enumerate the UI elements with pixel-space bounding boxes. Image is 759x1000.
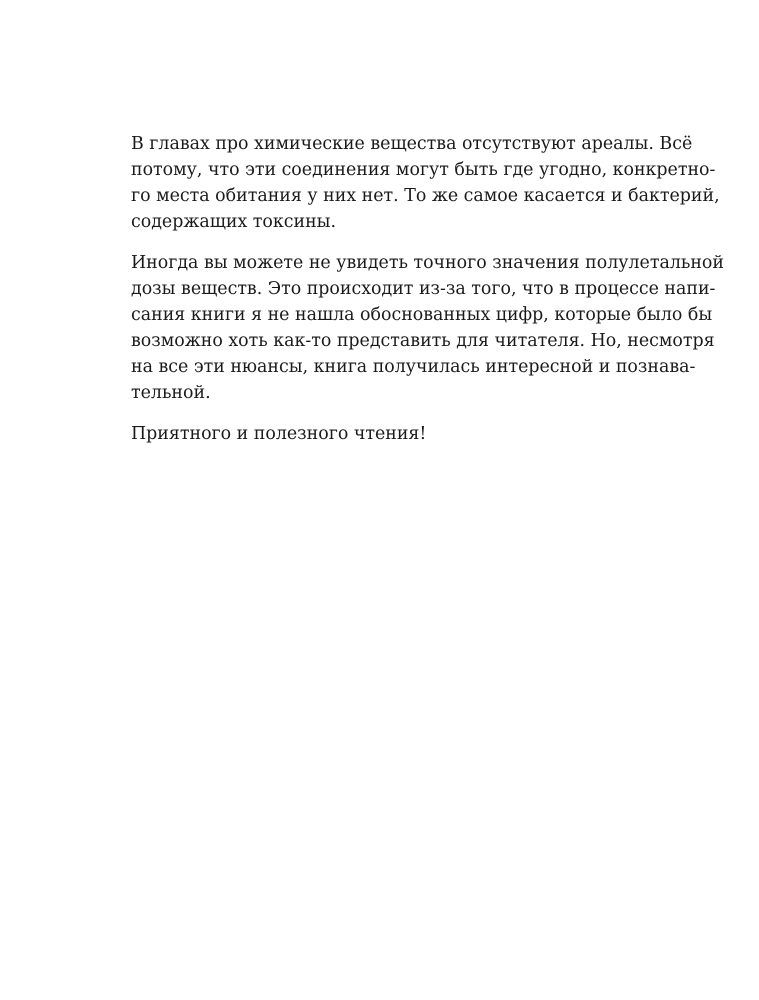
paragraph-lethal-dose [131,250,724,406]
text-line: дозы веществ. Это происходит из-за того, что в процессе напи- [131,279,716,299]
text-line: Приятного и полезного чтения! [131,424,427,444]
text-line: потому, что эти соединения могут быть где угодно, конкретно- [131,160,716,180]
paragraph-areas [131,131,720,235]
text-line: го места обитания у них нет. То же самое касается и бактерий, [131,186,720,206]
text-line: возможно хоть как-то представить для читателя. Но, несмотря [131,331,715,351]
text-line: В главах про химические вещества отсутствуют ареалы. Всё [131,134,693,154]
text-line: содержащих токсины. [131,212,337,232]
paragraph-closing [131,421,649,447]
body-text [131,131,724,462]
text-line: на все эти нюансы, книга получилась интересной и познава- [131,357,696,377]
text-line: сания книги я не нашла обоснованных цифр, которые было бы [131,305,713,325]
text-line: Иногда вы можете не увидеть точного значения полулетальной [131,253,724,273]
text-line: тельной. [131,383,211,403]
